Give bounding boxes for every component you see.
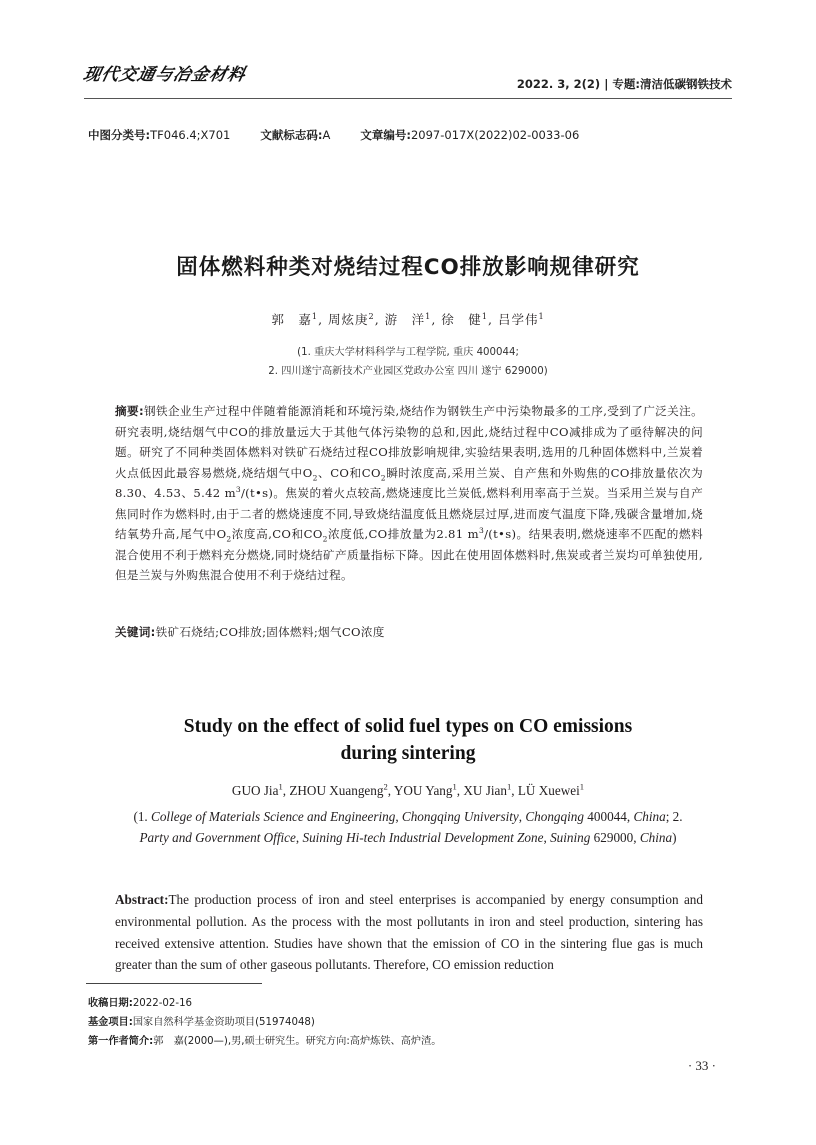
author-aff: 1 [425,310,432,321]
author-cn: 吕学伟 [497,312,539,327]
author-cn: 徐 健 [441,312,482,327]
authors-cn: 郭 嘉$^1$, 周炫庚$^2$, 游 洋$^1$, 徐 健$^1$, 吕学伟$^1$ [271,310,545,327]
authors-en: GUO Jia$^1$, ZHOU Xuangeng$^2$, YOU Yang$^1$, XU Jian$^1$, LÜ Xuewei$^1$ [231,781,585,798]
author-aff: 2 [368,310,375,321]
author-en: ZHOU Xuangeng [289,783,384,798]
affiliation-cn-2: 2. 四川遂宁高新技术产业园区党政办公室 四川 遂宁 629000) [268,366,548,377]
issue-info: 2022. 3, 2(2) | 专题:清洁低碳钢铁技术 [516,77,732,91]
article-no-label: 文章编号: [360,128,411,142]
abstract-cn-text: 瞬时浓度高,采用兰炭、自产焦和外购焦的CO排放量依次为8.30、4.53、5.42 m [115,465,703,500]
author-aff: 1 [452,781,457,792]
author-cn: 郭 嘉 [271,312,312,327]
superscript: 3 [235,485,241,495]
clc-label: 中图分类号: [88,128,151,142]
abstract-en-label: Abstract: [115,892,169,907]
author-cn: 周炫庚 [328,312,369,327]
superscript: 3 [478,526,485,536]
header-divider [84,98,732,99]
footnote-divider [86,983,262,984]
affil-text: Party and Government Office [139,830,296,845]
keywords-cn-label: 关键词: [115,625,156,639]
subscript: 2 [322,534,328,544]
affil-text: China [639,830,673,845]
author-aff: 1 [481,310,488,321]
keywords-cn-text: 铁矿石烧结;CO排放;固体燃料;烟气CO浓度 [155,625,385,639]
abstract-cn-label: 摘要: [115,404,144,418]
abstract-cn-text: /(t•s)。结果表明,燃烧速率不匹配的燃料混合使用不利于燃料充分燃烧,同时烧结矿产质量指标下降。因此在使用固体燃料时,焦炭或者兰炭均可单独使用,但是兰炭与外购焦混合使用不利于烧结过程。 [115,527,704,582]
keywords-cn [115,622,703,643]
abstract-cn-text: 浓度高,CO和CO [231,527,323,541]
title-en [0,713,816,767]
journal-logo: 现代交通与冶金材料 [81,65,248,85]
title-cn: 固体燃料种类对烧结过程CO排放影响规律研究 [176,255,640,280]
affil-text: 400044, [583,809,634,824]
affil-text: Chongqing University [401,809,519,824]
affil-text: , [395,809,402,824]
title-en-line1: Study on the effect of solid fuel types on CO emissions [183,716,633,737]
footnote-value: 国家自然科学基金资助项目(51974048) [132,1017,315,1028]
affiliations-en [118,806,698,848]
author-aff: 1 [538,310,545,321]
abstract-cn [115,401,703,586]
affil-text: ; 2. [665,809,683,824]
author-en: XU Jian [463,783,507,798]
author-en: LÜ Xuewei [517,783,580,798]
footnote-label: 第一作者简介: [88,1036,154,1047]
footnote-value: 2022-02-16 [132,998,193,1009]
affil-text: , [518,809,526,824]
author-en: YOU Yang [393,783,453,798]
footnote-author [88,1032,442,1047]
affiliation-cn-1: (1. 重庆大学材料科学与工程学院, 重庆 400044; [297,347,519,358]
author-aff: 1 [506,781,512,792]
page-number: · 33 · [687,1058,716,1073]
affil-text: , [295,830,303,845]
affil-text: Suining Hi-tech Industrial Development Zone [302,830,544,845]
affil-text: Suining [550,830,591,845]
affil-text: China [633,809,666,824]
affil-text: ) [672,830,677,845]
author-en: GUO Jia [231,783,279,798]
author-aff: 2 [383,781,388,792]
affil-text: (1. [133,809,152,824]
doc-code-value: A [322,128,331,142]
clc-value: TF046.4;X701 [150,128,231,142]
title-en-line2: during sintering [340,743,476,764]
footnote-received [88,994,192,1009]
affil-text: , [543,830,551,845]
footnote-value: 郭 嘉(2000—),男,硕士研究生。研究方向:高炉炼铁、高炉渣。 [153,1036,442,1047]
abstract-en-text: The production process of iron and steel enterprises is accompanied by energy consumption and environmental pollution. As the process with the most pollutants in iron and steel production, sintering has received extensive attention. Studies have shown that the emission of CO in the sintering flue gas is much greater than the sum of other gaseous pollutants. Therefore, CO emission reduction [115,892,703,973]
footnote-label: 基金项目: [88,1017,133,1028]
author-aff: 1 [579,781,585,792]
classification-line [88,127,579,143]
author-cn: 游 洋 [384,312,426,327]
subscript: 2 [226,534,232,544]
abstract-cn-text: 钢铁企业生产过程中伴随着能源消耗和环境污染,烧结作为钢铁生产中污染物最多的工序,受到了广泛关注。研究表明,烧结烟气中CO的排放量远大于其他气体污染物的总和,因此,烧结过程中CO减排成为了亟待解决的问题。研究了不同种类固体燃料对铁矿石烧结过程CO排放影响规律,实验结果表明,选用的几种固体燃料中,兰炭着火点低因此最容易燃烧,烧结烟气中O [115,404,703,480]
doc-code-label: 文献标志码: [260,128,323,142]
author-aff: 1 [278,781,283,792]
affil-text: 629000, [590,830,640,845]
abstract-cn-text: /(t•s)。焦炭的着火点较高,燃烧速度比兰炭低,燃料利用率高于兰炭。当采用兰炭与自产焦同时作为燃料时,由于二者的燃烧速度不同,导致烧结温度低且燃烧层过厚,进而废气温度下降,残碳含量增加,烧结氧势升高,尾气中O [115,486,703,541]
affil-text: Chongqing [525,809,584,824]
subscript: 2 [380,472,386,482]
article-no-value: 2097-017X(2022)02-0033-06 [410,128,580,142]
author-aff: 1 [311,310,319,321]
abstract-cn-text: 、CO和CO [317,465,381,480]
abstract-en [115,889,703,976]
footnote-label: 收稿日期: [88,998,133,1009]
affil-text: College of Materials Science and Engineering [151,809,396,824]
subscript: 2 [312,472,318,482]
abstract-cn-text: 浓度低,CO排放量为2.81 m [327,527,479,541]
footnote-fund [88,1013,315,1028]
